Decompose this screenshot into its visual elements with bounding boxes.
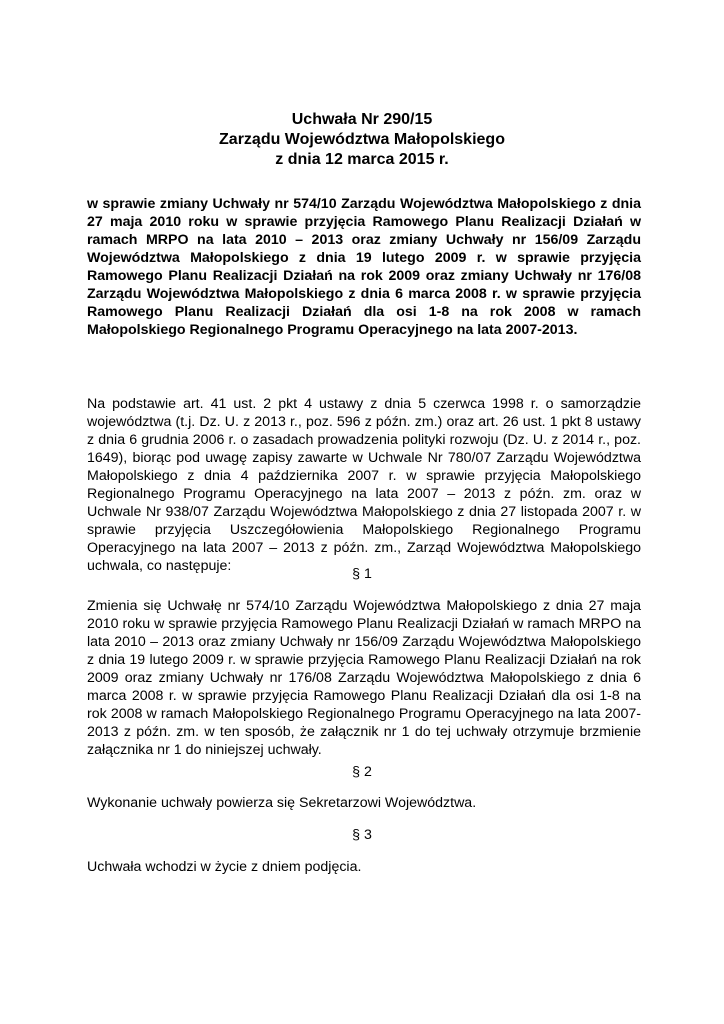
title-line-authority: Zarządu Województwa Małopolskiego: [219, 131, 505, 148]
resolution-title: [0, 110, 724, 170]
resolution-subject: w sprawie zmiany Uchwały nr 574/10 Zarządu Województwa Małopolskiego z dnia 27 maja 2010 roku w sprawie przyjęcia Ramowego Planu Realizacji Działań w ramach MRPO na lata 2010 – 2013 oraz zmiany Uchwały nr 156/09 Zarządu Województwa Małopolskiego z dnia 19 lutego 2009 r. w sprawie przyjęcia Ramowego Planu Realizacji Działań na rok 2009 oraz zmiany Uchwały nr 176/08 Zarządu Województwa Małopolskiego z dnia 6 marca 2008 r. w sprawie przyjęcia Ramowego Planu Realizacji Działań dla osi 1-8 na rok 2008 w ramach Małopolskiego Regionalnego Programu Operacyjnego na lata 2007-2013.: [87, 196, 641, 338]
section-3-text: Uchwała wchodzi w życie z dniem podjęcia.: [87, 859, 362, 875]
section-3-mark: § 3: [352, 827, 372, 843]
section-2-text: Wykonanie uchwały powierza się Sekretarzowi Województwa.: [87, 795, 477, 811]
title-line-number: Uchwała Nr 290/15: [291, 111, 433, 128]
section-1-text: Zmienia się Uchwałę nr 574/10 Zarządu Województwa Małopolskiego z dnia 27 maja 2010 roku w sprawie przyjęcia Ramowego Planu Realizacji Działań w ramach MRPO na lata 2010 – 2013 oraz zmiany Uchwały nr 156/09 Zarządu Województwa Małopolskiego z dnia 19 lutego 2009 r. w sprawie przyjęcia Ramowego Planu Realizacji Działań na rok 2009 oraz zmiany Uchwały nr 176/08 Zarządu Województwa Małopolskiego z dnia 6 marca 2008 r. w sprawie przyjęcia Ramowego Planu Realizacji Działań dla osi 1-8 na rok 2008 w ramach Małopolskiego Regionalnego Programu Operacyjnego na lata 2007-2013 z późn. zm. w ten sposób, że załącznik nr 1 do tej uchwały otrzymuje brzmienie załącznika nr 1 do niniejszej uchwały.: [87, 598, 641, 758]
legal-basis-paragraph: Na podstawie art. 41 ust. 2 pkt 4 ustawy z dnia 5 czerwca 1998 r. o samorządzie województwa (t.j. Dz. U. z 2013 r., poz. 596 z późn. zm.) oraz art. 26 ust. 1 pkt 8 ustawy z dnia 6 grudnia 2006 r. o zasadach prowadzenia polityki rozwoju (Dz. U. z 2014 r., poz. 1649), biorąc pod uwagę zapisy zawarte w Uchwale Nr 780/07 Zarządu Województwa Małopolskiego z dnia 4 października 2007 r. w sprawie przyjęcia Małopolskiego Regionalnego Programu Operacyjnego na lata 2007 – 2013 z późn. zm. oraz w Uchwale Nr 938/07 Zarządu Województwa Małopolskiego z dnia 27 listopada 2007 r. w sprawie przyjęcia Uszczegółowienia Małopolskiego Regionalnego Programu Operacyjnego na lata 2007 – 2013 z późn. zm., Zarząd Województwa Małopolskiego uchwala, co następuje:: [87, 396, 641, 574]
section-1-mark: § 1: [352, 566, 372, 582]
title-line-date: z dnia 12 marca 2015 r.: [275, 151, 449, 168]
section-2-mark: § 2: [352, 764, 372, 780]
